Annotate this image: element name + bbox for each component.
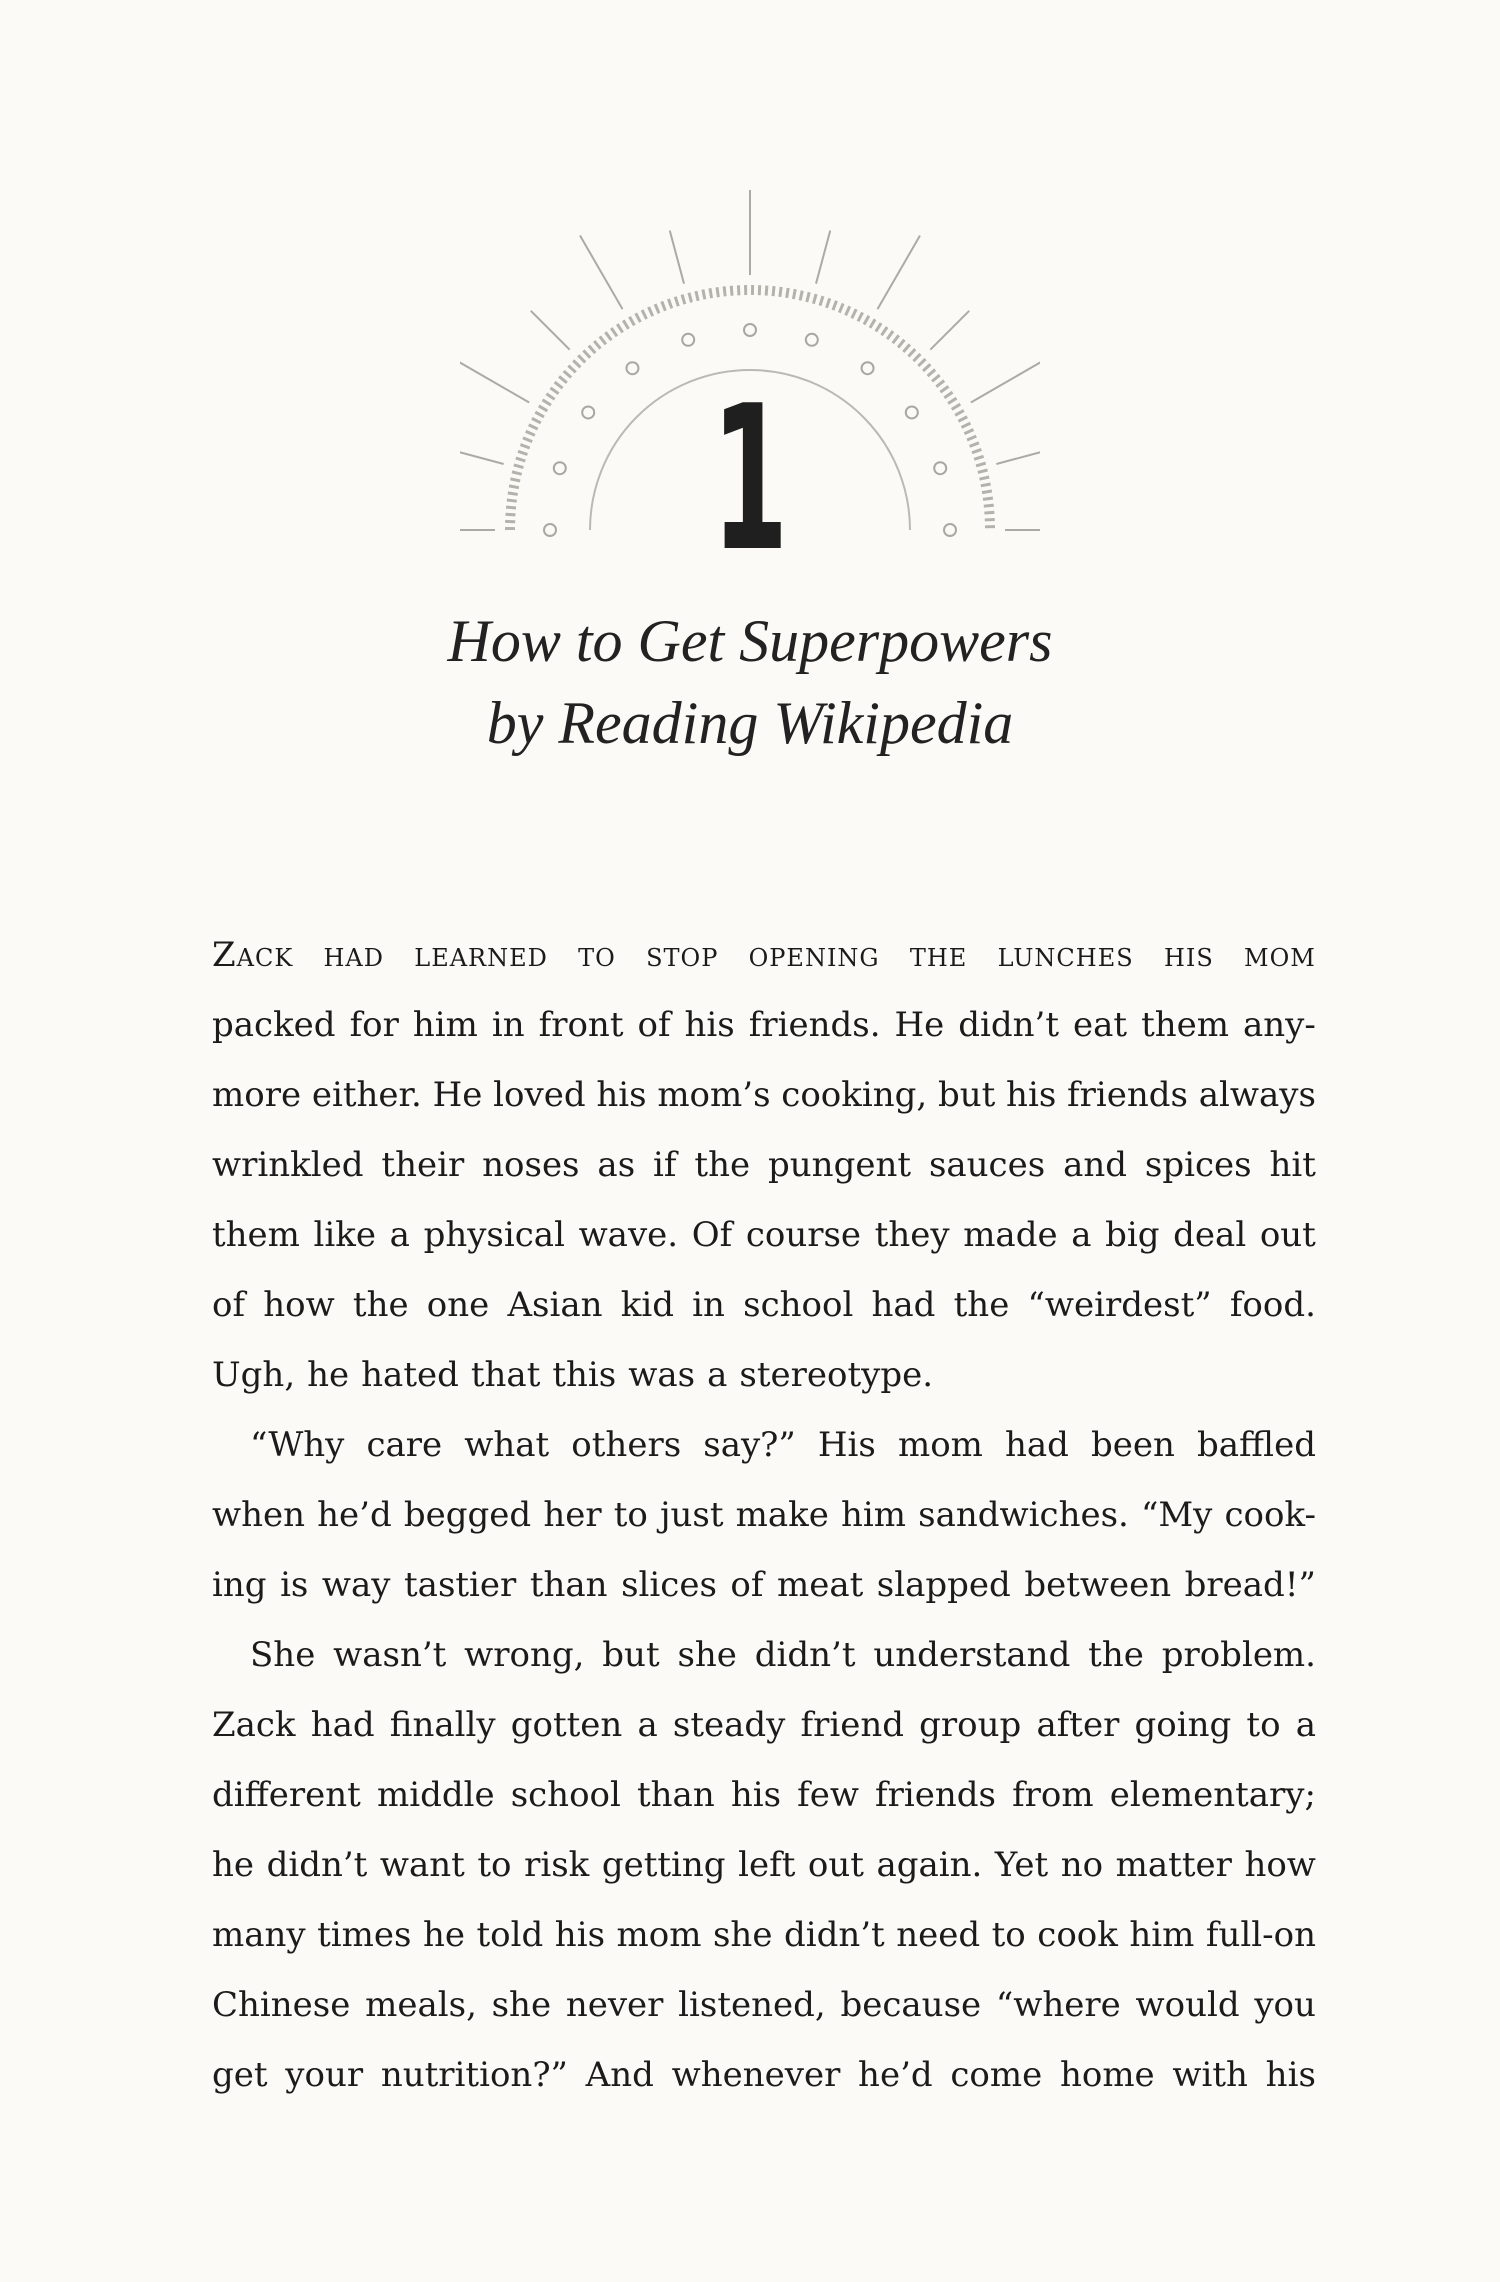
chapter-number: 1 (711, 363, 789, 596)
word: noses (482, 1145, 580, 1185)
word: many (212, 1915, 306, 1955)
word: Yet (994, 1845, 1049, 1885)
word: friends. (748, 1005, 881, 1045)
word: few (797, 1775, 859, 1815)
word: made (963, 1215, 1058, 1255)
word: want (379, 1845, 465, 1885)
word: bread!” (1184, 1565, 1316, 1605)
word: Asian (507, 1285, 603, 1325)
word: come (950, 2055, 1043, 2095)
word: learned (414, 935, 548, 975)
word: either. (311, 1075, 422, 1115)
word: a (707, 1355, 728, 1395)
word: your (285, 2055, 364, 2095)
word: opening (748, 935, 880, 975)
text-line (212, 1480, 1316, 1550)
word: His (817, 1425, 876, 1465)
word: mom’s (657, 1075, 771, 1115)
word: is (280, 1565, 309, 1605)
word: than (529, 1565, 608, 1605)
text-line (212, 1830, 1316, 1900)
word: friend (800, 1705, 904, 1745)
word: his (684, 1005, 735, 1045)
text-line (212, 1270, 1316, 1340)
word: Ugh, (212, 1355, 296, 1395)
word: whenever (671, 2055, 841, 2095)
word: others (571, 1425, 682, 1465)
word: in (491, 1005, 525, 1045)
word: pungent (768, 1145, 912, 1185)
word: elementary; (1109, 1775, 1316, 1815)
word: wave. (578, 1215, 679, 1255)
word: to (1246, 1705, 1281, 1745)
word: She (250, 1635, 316, 1675)
word: to (613, 1495, 648, 1535)
word: sandwiches. (918, 1495, 1129, 1535)
paragraph-2 (212, 1410, 1316, 1620)
word: slapped (876, 1565, 1011, 1605)
word: that (470, 1355, 541, 1395)
word: he (212, 1845, 255, 1885)
word: his (1006, 1075, 1057, 1115)
word: physical (423, 1215, 565, 1255)
word: had (323, 935, 385, 975)
word: his (554, 1915, 606, 1955)
chapter-title (0, 600, 1500, 764)
word: wrong, (464, 1635, 585, 1675)
word: than (636, 1775, 715, 1815)
word: full-on (1205, 1915, 1316, 1955)
word: the (352, 1285, 409, 1325)
word: of (212, 1285, 246, 1325)
word: him (1129, 1915, 1195, 1955)
word: friends (875, 1775, 996, 1815)
word: matter (1115, 1845, 1232, 1885)
word: spices (1144, 1145, 1252, 1185)
word: need (896, 1915, 981, 1955)
word: And (585, 2055, 654, 2095)
word: you (1254, 1985, 1316, 2025)
word: of (730, 1565, 764, 1605)
word: Zack (212, 1705, 296, 1745)
word: sauces (928, 1145, 1046, 1185)
text-line (212, 1970, 1316, 2040)
word: to (578, 935, 616, 975)
word: get (212, 2055, 268, 2095)
word: his (596, 1075, 647, 1115)
word: his (730, 1775, 782, 1815)
text-line (212, 1690, 1316, 1760)
word: as (597, 1145, 636, 1185)
word: more (212, 1075, 302, 1115)
word: mom (1244, 935, 1316, 975)
text-line (212, 1340, 1316, 1410)
word: with (1172, 2055, 1248, 2095)
word: “weirdest” (1027, 1285, 1212, 1325)
text-line (212, 1060, 1316, 1130)
word: just (659, 1495, 724, 1535)
word: steady (672, 1705, 786, 1745)
word: finally (389, 1705, 496, 1745)
chapter-body (212, 920, 1316, 2110)
word: her (543, 1495, 602, 1535)
word: slices (621, 1565, 717, 1605)
word: cook (1037, 1915, 1118, 1955)
text-line (212, 2040, 1316, 2110)
word: their (381, 1145, 465, 1185)
text-line (212, 1620, 1316, 1690)
word: left (738, 1845, 796, 1885)
word: but (602, 1635, 660, 1675)
word: hated (361, 1355, 459, 1395)
word: a (637, 1705, 658, 1745)
word: friends (1067, 1075, 1188, 1115)
word: he’d (317, 1495, 392, 1535)
word: how (263, 1285, 335, 1325)
word: again. (876, 1845, 983, 1885)
word: He (894, 1005, 945, 1045)
word: risk (524, 1845, 590, 1885)
word: going (1134, 1705, 1232, 1745)
word: say?” (703, 1425, 796, 1465)
word: didn’t (958, 1005, 1060, 1045)
word: begged (403, 1495, 532, 1535)
word: had (871, 1285, 936, 1325)
word: the (909, 935, 968, 975)
word: meat (776, 1565, 864, 1605)
word: and (1063, 1145, 1128, 1185)
word: cook- (1224, 1495, 1316, 1535)
word: she (491, 1985, 552, 2025)
word: would (1135, 1985, 1240, 2025)
word: tastier (404, 1565, 517, 1605)
word: his (1265, 2055, 1316, 2095)
word: if (653, 1145, 677, 1185)
word: one (426, 1285, 490, 1325)
paragraph-3 (212, 1620, 1316, 2110)
text-line (212, 990, 1316, 1060)
word: but (937, 1075, 996, 1115)
word: ing (212, 1565, 267, 1605)
word: mom (616, 1915, 702, 1955)
word: been (1091, 1425, 1175, 1465)
word: food. (1229, 1285, 1316, 1325)
word: the (953, 1285, 1010, 1325)
chapter-title-line-1: How to Get Superpowers (447, 608, 1053, 674)
word: lunches (997, 935, 1134, 975)
word: Of (691, 1215, 733, 1255)
word: how (1244, 1845, 1316, 1885)
word: packed (212, 1005, 336, 1045)
word: getting (601, 1845, 726, 1885)
word: loved (493, 1075, 586, 1115)
word: his (1163, 935, 1214, 975)
word: out (1259, 1215, 1316, 1255)
word: care (366, 1425, 443, 1465)
paragraph-1 (212, 920, 1316, 1410)
word: different (212, 1775, 361, 1815)
word: meals, (365, 1985, 477, 2025)
word: when (212, 1495, 306, 1535)
word: in (692, 1285, 725, 1325)
word: He (432, 1075, 483, 1115)
word: him (412, 1005, 478, 1045)
word: no (1060, 1845, 1104, 1885)
word: he (422, 1915, 466, 1955)
word: times (317, 1915, 412, 1955)
word: she (677, 1635, 737, 1675)
word: big (1105, 1215, 1160, 1255)
word: stereotype. (739, 1355, 934, 1395)
word: school (510, 1775, 621, 1815)
word: wrinkled (212, 1145, 364, 1185)
word: nutrition?” (380, 2055, 568, 2095)
word: had (1005, 1425, 1069, 1465)
word: eat (1073, 1005, 1128, 1045)
word: never (565, 1985, 664, 2025)
word: Zack (212, 935, 294, 975)
word: wasn’t (333, 1635, 447, 1675)
word: told (476, 1915, 544, 1955)
word: from (1012, 1775, 1094, 1815)
word: mom (897, 1425, 983, 1465)
word: between (1024, 1565, 1172, 1605)
text-line (212, 920, 1316, 990)
word: after (1036, 1705, 1120, 1745)
word: the (1088, 1635, 1144, 1675)
chapter-title-line-2: by Reading Wikipedia (486, 690, 1014, 756)
word: he’d (858, 2055, 933, 2095)
word: way (321, 1565, 391, 1605)
word: course (745, 1215, 862, 1255)
text-line (212, 1550, 1316, 1620)
word: what (464, 1425, 550, 1465)
word: to (477, 1845, 512, 1885)
word: didn’t (783, 1915, 885, 1955)
word: make (735, 1495, 829, 1535)
word: deal (1173, 1215, 1247, 1255)
word: to (991, 1915, 1026, 1955)
word: problem. (1161, 1635, 1316, 1675)
word: gotten (510, 1705, 623, 1745)
word: them (1141, 1005, 1229, 1045)
word: a (1295, 1705, 1316, 1745)
word: home (1059, 2055, 1155, 2095)
word: them (212, 1215, 300, 1255)
word: this (552, 1355, 617, 1395)
word: he (307, 1355, 350, 1395)
word: him (841, 1495, 907, 1535)
word: group (919, 1705, 1022, 1745)
text-line (212, 1130, 1316, 1200)
word: she (712, 1915, 773, 1955)
word: didn’t (266, 1845, 368, 1885)
text-line (212, 1760, 1316, 1830)
word: a (389, 1215, 410, 1255)
word: understand (873, 1635, 1071, 1675)
word: of (637, 1005, 671, 1045)
word: “Why (250, 1425, 345, 1465)
word: for (349, 1005, 399, 1045)
word: hit (1269, 1145, 1316, 1185)
word: out (807, 1845, 864, 1885)
word: the (694, 1145, 751, 1185)
word: listened, (678, 1985, 826, 2025)
word: “My (1140, 1495, 1213, 1535)
word: kid (620, 1285, 674, 1325)
word: “where (995, 1985, 1121, 2025)
word: baffled (1197, 1425, 1316, 1465)
word: Chinese (212, 1985, 351, 2025)
word: had (310, 1705, 375, 1745)
word: didn’t (754, 1635, 856, 1675)
word: they (874, 1215, 950, 1255)
word: stop (646, 935, 719, 975)
word: middle (376, 1775, 495, 1815)
text-line (212, 1200, 1316, 1270)
word: because (840, 1985, 982, 2025)
word: school (743, 1285, 854, 1325)
word: cooking, (781, 1075, 928, 1115)
word: front (538, 1005, 624, 1045)
word: always (1198, 1075, 1316, 1115)
text-line (212, 1900, 1316, 1970)
word: a (1071, 1215, 1092, 1255)
word: like (313, 1215, 377, 1255)
word: any- (1242, 1005, 1316, 1045)
text-line (212, 1410, 1316, 1480)
word: was (628, 1355, 696, 1395)
